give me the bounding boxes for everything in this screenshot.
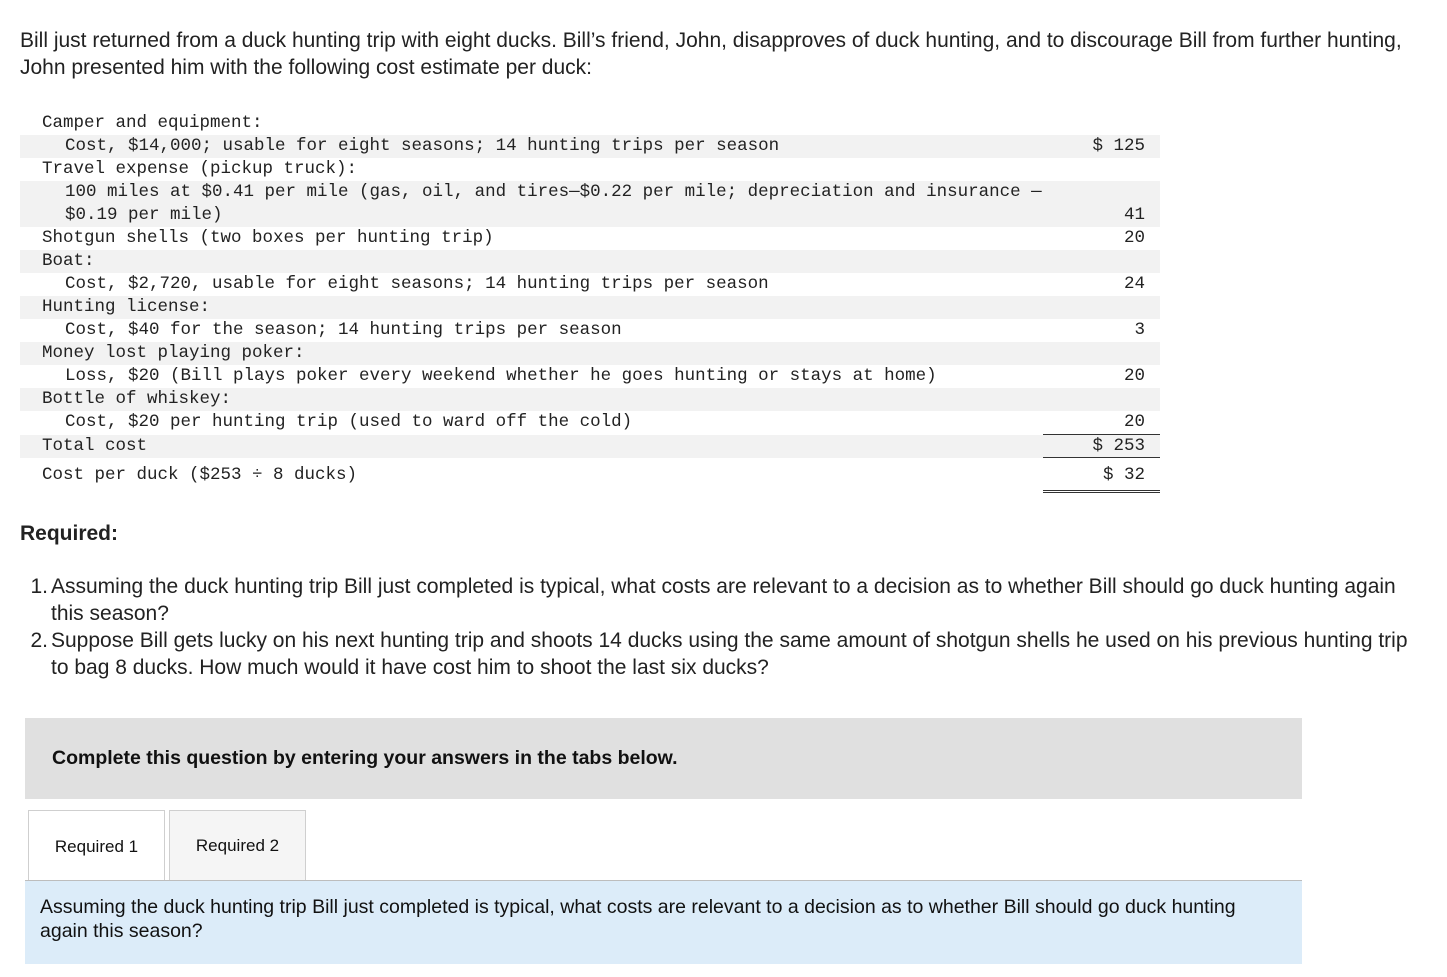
row-amount: 20 bbox=[1043, 411, 1160, 435]
requirements-list bbox=[20, 573, 1430, 681]
table-row bbox=[20, 296, 1160, 319]
table-row bbox=[20, 458, 1160, 493]
row-amount bbox=[1043, 112, 1160, 135]
row-label-text: 100 miles at $0.41 per mile (gas, oil, and tires—$0.22 per mile; depreciation and insurance —$0.19 per mile) bbox=[65, 182, 1042, 225]
row-label: Cost per duck ($253 ÷ 8 ducks) bbox=[42, 465, 358, 485]
item-text: Assuming the duck hunting trip Bill just completed is typical, what costs are relevant to a decision as to whether Bill should go duck hunting again this season? bbox=[51, 575, 1396, 625]
row-label: Hunting license: bbox=[42, 297, 211, 317]
row-label: Camper and equipment: bbox=[42, 113, 263, 133]
required-heading: Required: bbox=[20, 522, 119, 545]
row-amount: 24 bbox=[1123, 274, 1145, 294]
row-amount bbox=[1043, 296, 1160, 319]
tab-required-1[interactable]: Required 1 bbox=[28, 810, 165, 882]
row-label: Cost, $2,720, usable for eight seasons; 14 hunting trips per season bbox=[65, 274, 769, 294]
row-label: Cost, $14,000; usable for eight seasons; 14 hunting trips per season bbox=[65, 136, 780, 156]
row-amount: 41 bbox=[1123, 205, 1145, 225]
table-row bbox=[20, 365, 1160, 388]
table-row bbox=[20, 112, 1160, 135]
list-item bbox=[20, 627, 1430, 681]
item-number: 1. bbox=[30, 575, 48, 598]
row-label bbox=[20, 181, 1055, 227]
table-row bbox=[20, 411, 1160, 435]
table-row bbox=[20, 135, 1160, 158]
intro-paragraph: Bill just returned from a duck hunting trip with eight ducks. Bill’s friend, John, disapproves of duck hunting, and to discourage Bill from further hunting, John presented him with the following cost estimate per duck: bbox=[20, 29, 1402, 79]
table-row bbox=[20, 273, 1160, 296]
row-label: Travel expense (pickup truck): bbox=[42, 159, 358, 179]
table-row bbox=[20, 388, 1160, 411]
list-item bbox=[20, 573, 1430, 627]
row-amount bbox=[1043, 388, 1160, 411]
question-panel: Assuming the duck hunting trip Bill just completed is typical, what costs are relevant to a decision as to whether Bill should go duck hunting again this season? bbox=[25, 881, 1302, 964]
item-text: Suppose Bill gets lucky on his next hunting trip and shoots 14 ducks using the same amount of shotgun shells he used on his previous hunting trip to bag 8 ducks. How much would it have cost him to shoot the last six ducks? bbox=[51, 629, 1408, 679]
row-amount: 3 bbox=[1134, 320, 1145, 340]
table-row bbox=[20, 227, 1160, 250]
row-label: Money lost playing poker: bbox=[42, 343, 305, 363]
tab-bar bbox=[28, 810, 310, 881]
total-cost-amount: $ 253 bbox=[1043, 435, 1160, 458]
table-row bbox=[20, 435, 1160, 458]
row-label: Boat: bbox=[42, 251, 95, 271]
row-amount: 20 bbox=[1123, 366, 1145, 386]
row-amount: 20 bbox=[1123, 228, 1145, 248]
row-amount bbox=[1043, 250, 1160, 273]
row-amount bbox=[1043, 342, 1160, 365]
row-label: Bottle of whiskey: bbox=[42, 389, 232, 409]
table-row bbox=[20, 250, 1160, 273]
cost-estimate-table bbox=[20, 112, 1160, 493]
item-number: 2. bbox=[30, 629, 48, 652]
cost-per-duck-amount: $ 32 bbox=[1043, 458, 1160, 493]
row-amount: $ 125 bbox=[1092, 136, 1145, 156]
table-row bbox=[20, 342, 1160, 365]
tab-required-2[interactable]: Required 2 bbox=[169, 810, 306, 881]
table-row bbox=[20, 181, 1160, 227]
row-amount bbox=[1043, 158, 1160, 181]
row-label: Loss, $20 (Bill plays poker every weekend whether he goes hunting or stays at home) bbox=[65, 366, 937, 386]
row-label: Total cost bbox=[42, 436, 148, 456]
row-label: Cost, $40 for the season; 14 hunting trips per season bbox=[65, 320, 622, 340]
table-row bbox=[20, 319, 1160, 342]
table-row bbox=[20, 158, 1160, 181]
instructions-banner: Complete this question by entering your answers in the tabs below. bbox=[25, 718, 1302, 799]
row-label: Cost, $20 per hunting trip (used to ward off the cold) bbox=[65, 412, 633, 432]
row-label: Shotgun shells (two boxes per hunting trip) bbox=[42, 228, 494, 248]
